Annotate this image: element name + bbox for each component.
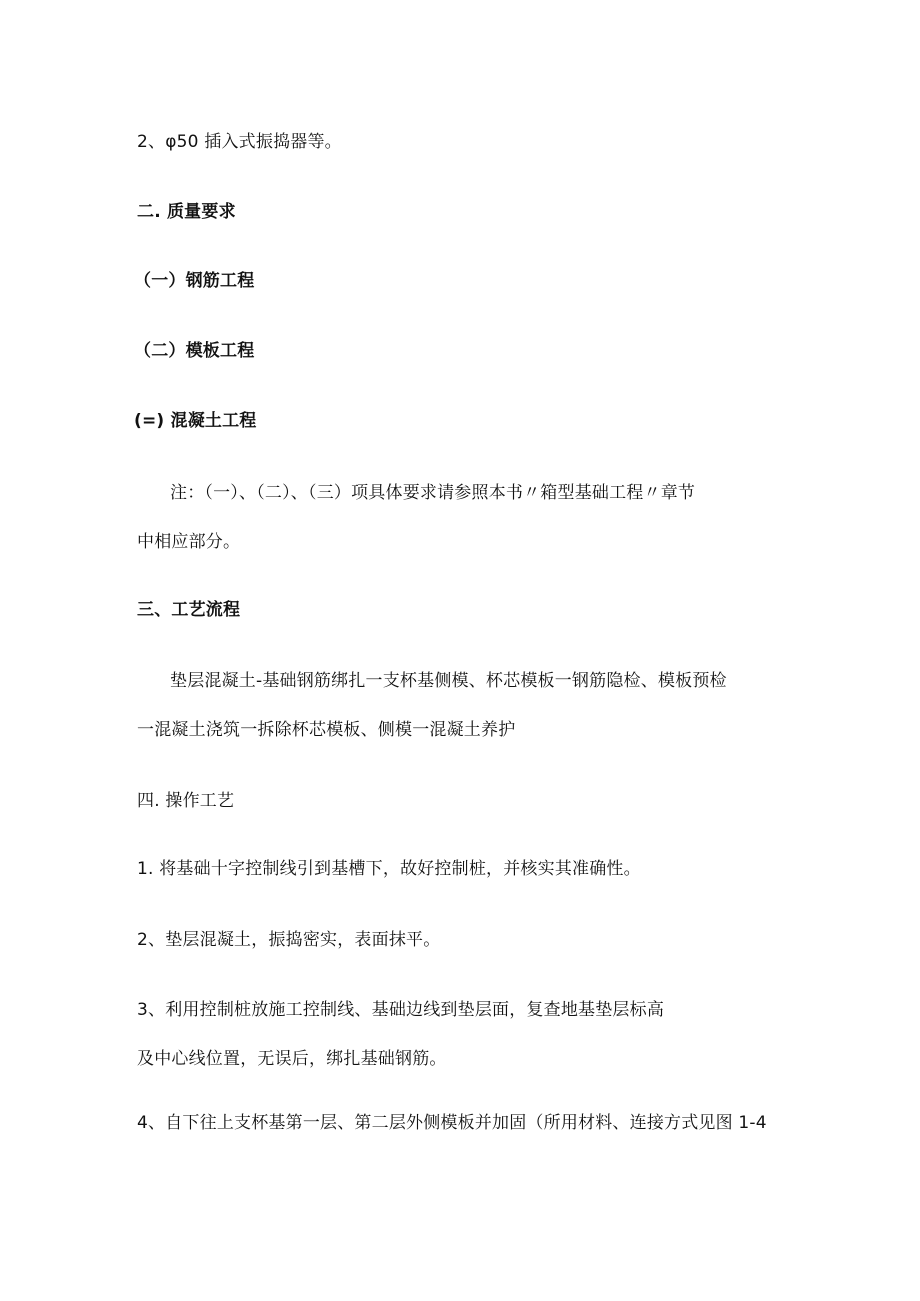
process-line-2: 一混凝土浇筑一拆除杯芯模板、侧模一混凝土养护 — [137, 720, 516, 740]
operation-step-2: 2、垫层混凝土，振捣密实，表面抹平。 — [137, 930, 441, 950]
operation-step-1: 1. 将基础十字控制线引到基槽下，故好控制桩，并核实其准确性。 — [137, 859, 641, 879]
section-heading-process: 三、工艺流程 — [137, 600, 241, 620]
operation-step-3-line-2: 及中心线位置，无误后，绑扎基础钢筋。 — [137, 1049, 447, 1069]
note-line-2: 中相应部分。 — [137, 532, 241, 552]
subheading-formwork: （二）模板工程 — [134, 341, 255, 361]
section-heading-operation: 四. 操作工艺 — [137, 791, 235, 811]
operation-step-4: 4、自下往上支杯基第一层、第二层外侧模板并加固（所用材料、连接方式见图 1-4 — [137, 1113, 767, 1133]
subheading-concrete: (=) 混凝土工程 — [134, 411, 257, 431]
note-line-1: 注：（一）、（二）、（三）项具体要求请参照本书〃箱型基础工程〃章节 — [170, 483, 696, 503]
subheading-rebar: （一）钢筋工程 — [134, 271, 255, 291]
section-heading-quality: 二. 质量要求 — [137, 202, 236, 222]
operation-step-3-line-1: 3、利用控制桩放施工控制线、基础边线到垫层面，复查地基垫层标高 — [137, 1000, 665, 1020]
equipment-item-2: 2、φ50 插入式振捣器等。 — [137, 132, 342, 152]
process-line-1: 垫层混凝土-基础钢筋绑扎一支杯基侧模、杯芯模板一钢筋隐检、模板预检 — [170, 671, 727, 691]
